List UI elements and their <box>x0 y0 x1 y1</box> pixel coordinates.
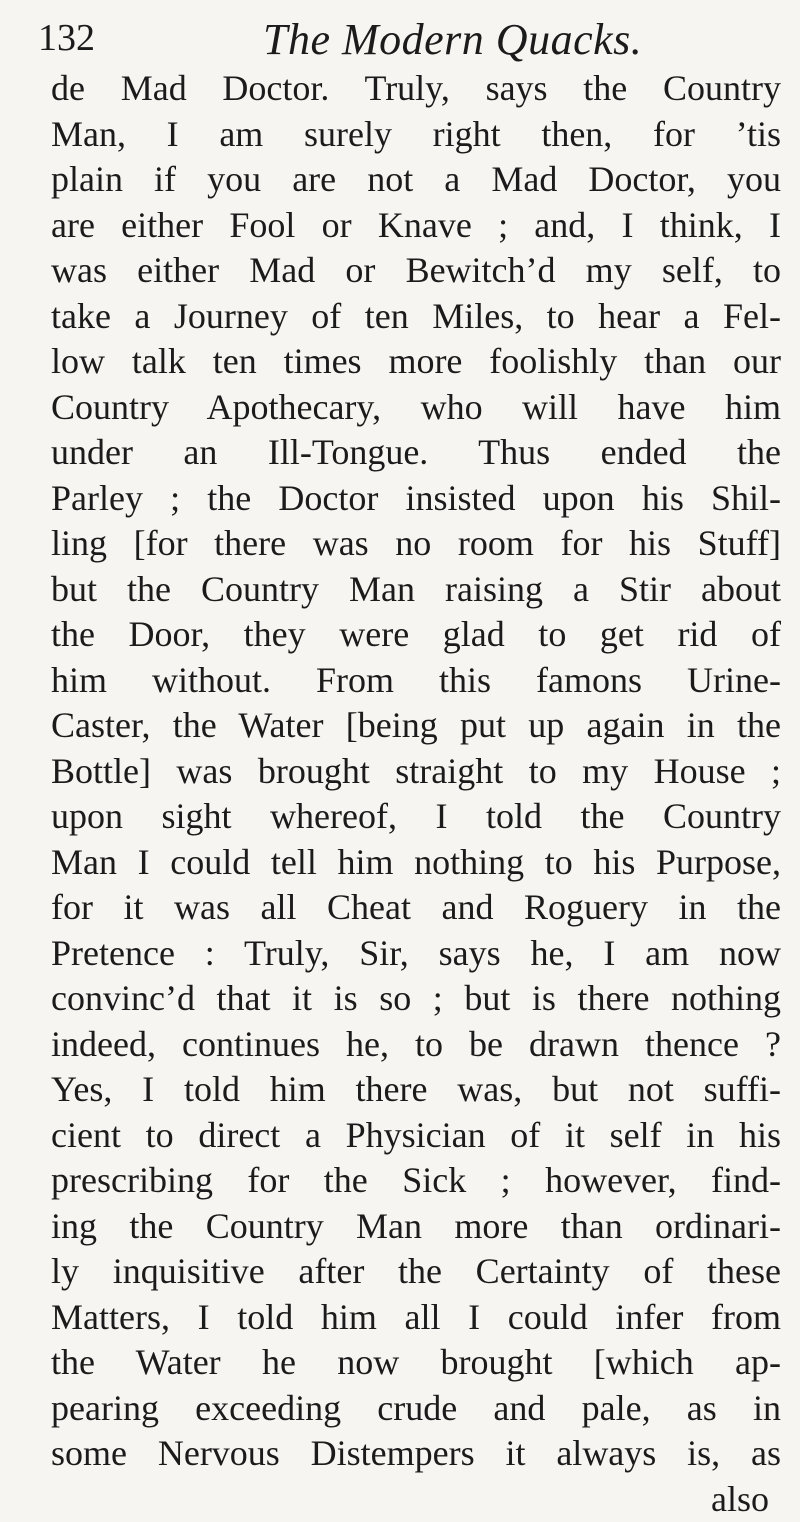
text-line: upon sight whereof, I told the Country <box>51 794 781 840</box>
text-line: Country Apothecary, who will have him <box>51 385 781 431</box>
text-line: Man I could tell him nothing to his Purpose, <box>51 840 781 886</box>
text-line: Caster, the Water [being put up again in the <box>51 703 781 749</box>
text-line: take a Journey of ten Miles, to hear a Fel- <box>51 294 781 340</box>
text-line: Bottle] was brought straight to my House ; <box>51 749 781 795</box>
page-header <box>30 6 770 66</box>
text-line: Pretence : Truly, Sir, says he, I am now <box>51 931 781 977</box>
text-line: some Nervous Distempers it always is, as <box>51 1431 781 1477</box>
text-line: Yes, I told him there was, but not suffi- <box>51 1067 781 1113</box>
text-line: him without. From this famons Urine- <box>51 658 781 704</box>
catchword: also <box>51 1477 781 1522</box>
text-line: Parley ; the Doctor insisted upon his Shil- <box>51 476 781 522</box>
text-line: for it was all Cheat and Roguery in the <box>51 885 781 931</box>
text-line: cient to direct a Physician of it self in his <box>51 1113 781 1159</box>
running-head: The Modern Quacks. <box>263 16 642 64</box>
page-number: 132 <box>38 16 95 60</box>
text-line: Matters, I told him all I could infer from <box>51 1295 781 1341</box>
text-line: plain if you are not a Mad Doctor, you <box>51 157 781 203</box>
text-line: ing the Country Man more than ordinari- <box>51 1204 781 1250</box>
text-line: prescribing for the Sick ; however, find- <box>51 1158 781 1204</box>
text-line: indeed, continues he, to be drawn thence ? <box>51 1022 781 1068</box>
text-line: but the Country Man raising a Stir about <box>51 567 781 613</box>
text-line: convinc’d that it is so ; but is there nothing <box>51 976 781 1022</box>
text-line: under an Ill-Tongue. Thus ended the <box>51 430 781 476</box>
text-line: was either Mad or Bewitch’d my self, to <box>51 248 781 294</box>
text-line: ly inquisitive after the Certainty of these <box>51 1249 781 1295</box>
text-line: ling [for there was no room for his Stuff] <box>51 521 781 567</box>
text-line: Man, I am surely right then, for ’tis <box>51 112 781 158</box>
text-line: the Door, they were glad to get rid of <box>51 612 781 658</box>
text-line: de Mad Doctor. Truly, says the Country <box>51 66 781 112</box>
text-line: low talk ten times more foolishly than our <box>51 339 781 385</box>
body-text <box>51 66 781 1522</box>
text-line: pearing exceeding crude and pale, as in <box>51 1386 781 1432</box>
text-line: are either Fool or Knave ; and, I think, I <box>51 203 781 249</box>
text-line: the Water he now brought [which ap- <box>51 1340 781 1386</box>
